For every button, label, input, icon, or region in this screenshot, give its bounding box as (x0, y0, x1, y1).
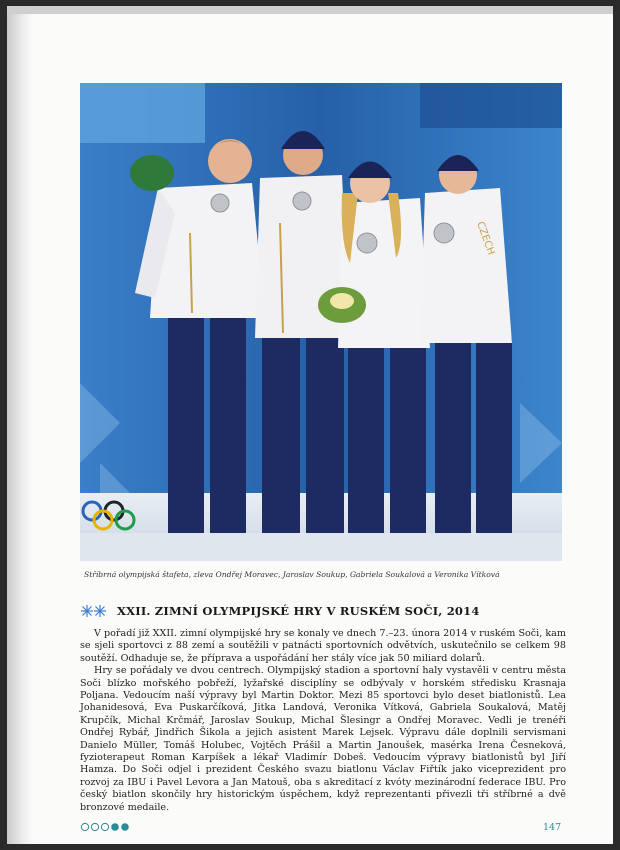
podium-front (80, 533, 562, 561)
dot-filled-1 (111, 823, 119, 831)
article-body (80, 628, 566, 814)
backdrop-panel-dark (420, 83, 562, 128)
jacket-lettering: CZECH (474, 220, 497, 257)
progress-dots (80, 822, 140, 832)
section-title: XXII. ZIMNÍ OLYMPIJSKÉ HRY V RUSKÉM SOČI, 2014 (117, 604, 480, 618)
paragraph-2: Hry se pořádaly ve dvou centrech. Olympijský stadion a sportovní haly vystavěli v centru města Soči blízko mořského pobřeží, lyžařské disciplíny se odbývaly v horském středisku Krasnaja Poljana. Vedoucím naší výpravy byl Martin Doktor. Mezi 85 sportovci bylo deset biatlonistů. Lea Johanidesová, Eva Puskarčíková, Jitka Landová, Veronika Vítková, Gabriela Soukalová, Matěj Krupčík, Michal Krčmář, Jaroslav Soukup, Michal Šlesingr a Ondřej Moravec. Vedli je trenéři Ondřej Rybář, Jindřich Šikola a jejich asistent Marek Lejsek. Výpravu dále doplnili servismani Danielo Müller, Tomáš Holubec, Vojtěch Prášil a Martin Janoušek, masérka Irena Česneková, fyzioterapeut Roman Karpíšek a lékař Vladimír Dobeš. Vedoucím výpravy biatlonistů byl Jiří Hamza. Do Soči odjel i prezident Českého svazu biatlonu Václav Fiřtík jako viceprezident pro rozvoj za IBU i Pavel Levora a Jan Matouš, oba s akreditací z kvóty mezinárodní federace IBU. Pro český biatlon skončily hry historickým úspěchem, když reprezentanti přivezli tři stříbrné a dvě bronzové medaile. (80, 665, 566, 813)
page-number: 147 (543, 822, 562, 833)
backdrop-panel (80, 83, 205, 143)
page-gutter-shadow (7, 14, 33, 844)
paragraph-1: V pořadí již XXII. zimní olympijské hry se konaly ve dnech 7.–23. února 2014 v ruském Soči, kam se sjeli sportovci z 88 zemí a soutěžili v patnácti sportovních odvětvích, uskutečnilo se celkem 98 soutěží. Odhaduje se, že příprava a uspořádání her stály více jak 50 miliard dolarů. (80, 628, 566, 664)
section-heading (80, 604, 570, 622)
dot-empty-2 (91, 823, 98, 830)
photo-caption: Stříbrná olympijská štafeta, zleva Ondřej Moravec, Jaroslav Soukup, Gabriela Soukalová a Veronika Vítková (84, 570, 500, 579)
dot-empty-3 (101, 823, 108, 830)
photo-illustration (80, 83, 562, 561)
dot-filled-2 (121, 823, 129, 831)
snowflake-icon (80, 604, 108, 618)
dot-empty-1 (81, 823, 88, 830)
medal-ceremony-photo (80, 83, 562, 561)
